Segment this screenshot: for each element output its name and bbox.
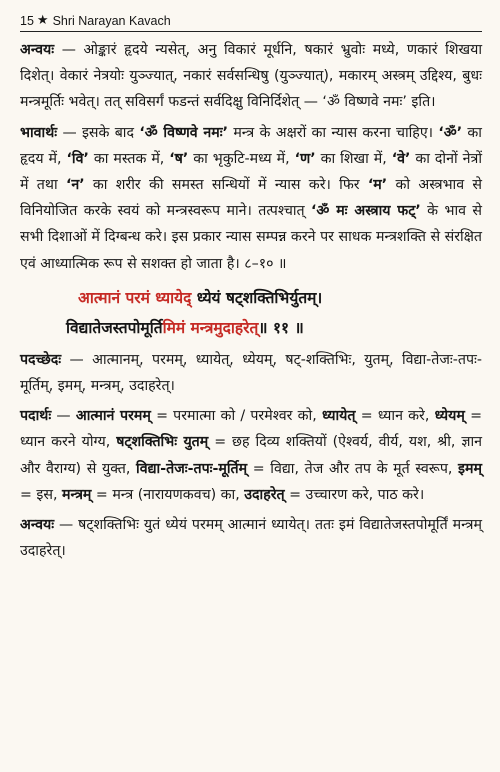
bhavartha-text: को अस्त्रभाव से विनियोजित करके स्वयं को मन्त्रस्वरूप माने। तत्पश्चात् <box>20 177 483 220</box>
anvaya-paragraph <box>20 37 482 116</box>
verse-text: विद्यातेजस्तपोमूर्ति <box>66 318 163 337</box>
verse-highlight: मिमं मन्त्रमुदाहरेत् <box>162 318 259 337</box>
padartha-term: इमम् <box>458 460 482 477</box>
padartha-term: उदाहरेत् <box>244 486 285 503</box>
bhavartha-text: का मस्तक में, <box>88 150 170 167</box>
bhavartha-term: ‘वि’ <box>66 150 89 167</box>
anvaya-paragraph-2 <box>20 512 482 564</box>
shloka-verse <box>20 283 482 343</box>
padachheda-label: पदच्छेदः <box>20 351 62 368</box>
padartha-label: पदार्थः <box>20 408 52 425</box>
bhavartha-text: का शिखा में, <box>315 150 392 167</box>
anvaya-text: — षट्शक्तिभिः युतं ध्येयं परमम् आत्मानं ध्यायेत्। ततः इमं विद्यातेजस्तपोमूर्तिं मन्त्रम् उदाहरेत्। <box>20 517 482 560</box>
anvaya-label: अन्वयः <box>20 517 55 534</box>
padartha-text: = उच्चारण करे, पाठ करे। <box>284 486 425 503</box>
bhavartha-term: ‘ॐ मः अस्त्राय फट्’ <box>311 203 421 220</box>
verse-line-1 <box>20 283 482 313</box>
anvaya-label: अन्वयः <box>20 42 55 58</box>
padartha-term: षट्शक्तिभिः युतम् <box>116 434 209 451</box>
bhavartha-term: ‘ण’ <box>294 150 316 167</box>
book-title: Shri Narayan Kavach <box>52 14 171 28</box>
bhavartha-term: ‘ष’ <box>169 150 189 167</box>
bhavartha-text: — इसके बाद <box>57 124 140 141</box>
padartha-text: = ध्यान करने योग्य, <box>20 408 482 451</box>
padartha-text: = इस, <box>20 486 62 503</box>
bhavartha-text: का भृकुटि-मध्य में, <box>188 150 295 167</box>
bhavartha-term: ‘ॐ’ <box>438 124 463 141</box>
header-rule <box>20 31 482 32</box>
bhavartha-text: का शरीर की समस्त सन्धियों में न्यास करे। फिर <box>84 177 368 194</box>
padartha-term: आत्मानं परमम् <box>75 408 151 425</box>
anvaya-text: — ओङ्कारं हृदये न्यसेत्, अनु विकारं मूर्धनि, षकारं भ्रुवोः मध्ये, णकारं शिखया दिशेत्। वेकारं नेत्रयोः युञ्ज्यात्, नकारं सर्वसन्धिषु (युञ्ज्यात्), मकारम् अस्त्रम् उद्दिश्य, बुधः मन्त्रमूर्तिः भवेत्। तत् सविसर्गं फडन्तं सर्वदिक्षु विनिर्दिशेत् — ‘ॐ विष्णवे नमः’ इति। <box>20 42 482 111</box>
padartha-text: = मन्त्र (नारायणकवच) का, <box>91 486 245 503</box>
padachheda-text: — आत्मानम्, परमम्, ध्यायेत्, ध्येयम्, षट्-शक्तिभिः, युतम्, विद्या-तेजः-तपः-मूर्तिम्, इमम्, मन्त्रम्, उदाहरेत्। <box>20 351 482 395</box>
bhavartha-term: ‘ॐ विष्णवे नमः’ <box>139 124 229 141</box>
verse-text: ध्येयं षट्शक्तिभिर्युतम्। <box>191 288 323 307</box>
bhavartha-term: ‘म’ <box>367 177 388 194</box>
padartha-term: विद्या-तेजः-तपः-मूर्तिम् <box>136 460 248 477</box>
padartha-term: ध्यायेत् <box>321 408 356 425</box>
bhavartha-text: का दोनों नेत्रों में तथा <box>20 150 482 194</box>
padartha-term: मन्त्रम् <box>61 486 92 503</box>
page-number: 15 <box>20 14 34 28</box>
verse-highlight: आत्मानं परमं ध्यायेद् <box>78 288 192 307</box>
bhavartha-paragraph <box>20 120 482 277</box>
padartha-term: ध्येयम् <box>434 408 465 425</box>
star-icon: ★ <box>36 12 49 27</box>
padartha-text: = विद्या, तेज और तप के मूर्त स्वरूप, <box>247 460 459 477</box>
bhavartha-label: भावार्थः <box>20 124 58 141</box>
padartha-text: — <box>51 408 76 425</box>
verse-number: ॥ ११ ॥ <box>258 318 304 337</box>
padartha-paragraph <box>20 403 482 508</box>
running-header <box>20 0 482 31</box>
padartha-text: = परमात्मा को / परमेश्वर को, <box>150 408 322 425</box>
bhavartha-term: ‘वे’ <box>391 150 411 167</box>
verse-line-2 <box>20 313 482 343</box>
padachheda-paragraph <box>20 347 482 399</box>
bhavartha-text: का हृदय में, <box>20 124 482 167</box>
padartha-text: = ध्यान करे, <box>355 408 435 425</box>
bhavartha-text: के भाव से सभी दिशाओं में दिग्बन्ध करे। इस प्रकार न्यास सम्पन्न करने पर साधक मन्त्रशक्ति से संरक्षित एवं आध्यात्मिक रूप से सशक्त हो जाता है। ८–१० ॥ <box>20 203 482 272</box>
bhavartha-text: मन्त्र के अक्षरों का न्यास करना चाहिए। <box>228 124 439 141</box>
padartha-text: = छह दिव्य शक्तियों (ऐश्वर्य, वीर्य, यश, श्री, ज्ञान और वैराग्य) से युक्त, <box>20 434 482 477</box>
bhavartha-term: ‘न’ <box>65 177 85 194</box>
